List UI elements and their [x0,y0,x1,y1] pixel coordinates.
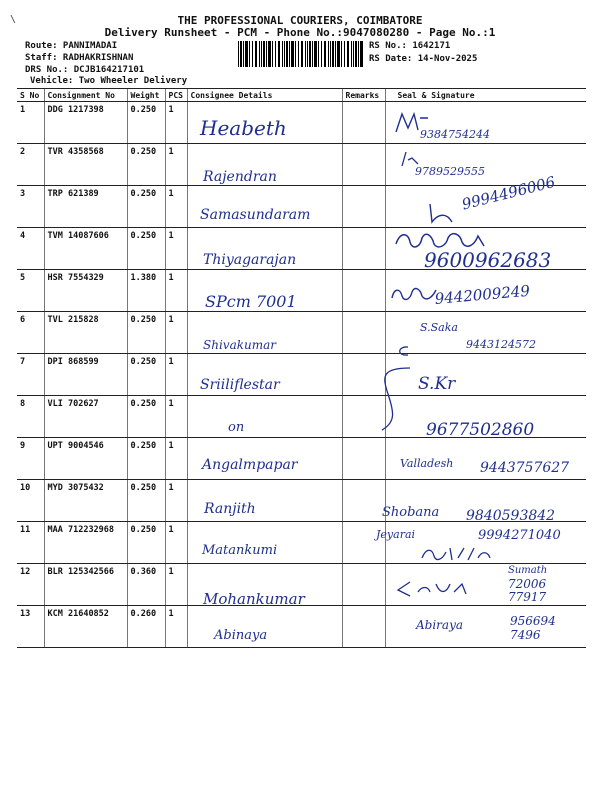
cell-weight: 0.250 [127,144,165,186]
cell-consignment: HSR 7554329 [44,270,127,312]
cell-pcs: 1 [165,270,187,312]
cell-consignee [187,396,342,438]
cell-weight: 0.360 [127,564,165,606]
cell-consignment: DDG 1217398 [44,102,127,144]
signature-mark [392,344,412,358]
runsheet-subtitle: Delivery Runsheet - PCM - Phone No.:9047080280 - Page No.:1 [104,26,496,39]
cell-sno: 5 [17,270,44,312]
cell-remarks [342,312,385,354]
cell-remarks [342,186,385,228]
cell-remarks [342,480,385,522]
cell-pcs: 1 [165,564,187,606]
barcode [238,41,364,67]
cell-consignment: TVR 4358568 [44,144,127,186]
handwritten-name: Jeyarai [376,528,416,541]
signature-tamil [418,544,498,564]
cell-sno: 7 [17,354,44,396]
cell-remarks [342,144,385,186]
cell-pcs: 1 [165,354,187,396]
cell-sno: 1 [17,102,44,144]
handwritten-consignee: Abinaya [214,628,268,643]
handwritten-phone: 9442009249 [434,281,531,308]
handwritten-consignee: Angalmpapar [202,457,298,473]
col-header-sno: S No [17,89,44,102]
handwritten-phone: 9789529555 [415,165,485,178]
cell-remarks [342,228,385,270]
handwritten-consignee: Mohankumar [203,590,305,608]
cell-sno: 10 [17,480,44,522]
handwritten-consignee: Matankumi [202,543,278,558]
cell-pcs: 1 [165,102,187,144]
cell-weight: 1.380 [127,270,165,312]
handwritten-consignee: Sriiliflestar [200,377,280,393]
table-row [17,144,586,186]
cell-remarks [342,438,385,480]
cell-consignment: VLI 702627 [44,396,127,438]
company-title: THE PROFESSIONAL COURIERS, COIMBATORE [177,14,423,27]
handwritten-phone: 9443757627 [480,460,570,476]
handwritten-consignee: Ranjith [204,501,256,517]
handwritten-consignee: Rajendran [203,169,277,185]
handwritten-name: Abiraya [416,618,464,632]
handwritten-phone: 9677502860 [426,420,535,440]
col-header-pcs: PCS [165,89,187,102]
cell-sno: 9 [17,438,44,480]
cell-pcs: 1 [165,228,187,270]
table-row [17,354,586,396]
handwritten-consignee: Shivakumar [203,338,276,352]
handwritten-name: Shobana [382,505,440,520]
cell-remarks [342,102,385,144]
runsheet-table [17,88,586,648]
cell-consignment: KCM 21640852 [44,606,127,648]
rs-number: RS No.: 1642171 [369,41,451,51]
handwritten-consignee: Samasundaram [200,207,311,223]
col-header-weight: Weight [127,89,165,102]
cell-weight: 0.260 [127,606,165,648]
cell-consignment: UPT 9004546 [44,438,127,480]
signature-bracket [376,364,416,436]
cell-pcs: 1 [165,186,187,228]
cell-consignment: MYD 3075432 [44,480,127,522]
cell-weight: 0.250 [127,396,165,438]
corner-mark: \ [10,14,17,25]
handwritten-consignee: on [228,420,245,435]
handwritten-name: S.Kr [418,374,456,394]
table-header-row [17,89,586,102]
col-header-seal-signature: Seal & Signature [385,89,586,102]
cell-sno: 12 [17,564,44,606]
cell-pcs: 1 [165,522,187,564]
col-header-remarks: Remarks [342,89,385,102]
vehicle-label: Vehicle: Two Wheeler Delivery [30,76,188,86]
cell-weight: 0.250 [127,312,165,354]
handwritten-phone: 9384754244 [420,128,490,141]
cell-sno: 2 [17,144,44,186]
handwritten-name: Sumath [508,565,548,576]
signature-mark [392,578,472,600]
handwritten-phone: 9840593842 [466,508,556,524]
cell-consignment: TVL 215828 [44,312,127,354]
signature-mark [426,200,460,226]
handwritten-name: S.Saka [420,321,458,334]
cell-pcs: 1 [165,480,187,522]
cell-pcs: 1 [165,606,187,648]
cell-sno: 11 [17,522,44,564]
table-row [17,606,586,648]
cell-weight: 0.250 [127,102,165,144]
route-label: Route: PANNIMADAI [25,41,118,51]
handwritten-consignee: Thiyagarajan [203,252,297,268]
handwritten-phone: 9600962683 [424,248,552,272]
cell-weight: 0.250 [127,438,165,480]
cell-consignment: BLR 125342566 [44,564,127,606]
handwritten-phone: 9443124572 [466,338,536,351]
cell-sno: 3 [17,186,44,228]
cell-sno: 6 [17,312,44,354]
cell-sno: 8 [17,396,44,438]
cell-pcs: 1 [165,396,187,438]
col-header-consignee: Consignee Details [187,89,342,102]
cell-weight: 0.250 [127,354,165,396]
cell-pcs: 1 [165,312,187,354]
handwritten-phone: 9994496006 [460,172,557,214]
handwritten-consignee: SPcm 7001 [205,292,297,311]
handwritten-phone: 72006 77917 [508,577,547,604]
handwritten-name: Valladesh [400,457,454,470]
cell-sno: 13 [17,606,44,648]
cell-weight: 0.250 [127,522,165,564]
rs-date: RS Date: 14-Nov-2025 [369,54,478,64]
cell-consignment: MAA 712232968 [44,522,127,564]
cell-weight: 0.250 [127,228,165,270]
cell-weight: 0.250 [127,186,165,228]
drs-number: DRS No.: DCJB164217101 [25,65,145,75]
col-header-consignment: Consignment No [44,89,127,102]
cell-pcs: 1 [165,144,187,186]
handwritten-phone: 9994271040 [478,528,561,543]
cell-pcs: 1 [165,438,187,480]
cell-consignment: TRP 621389 [44,186,127,228]
cell-consignment: DPI 868599 [44,354,127,396]
cell-remarks [342,606,385,648]
cell-weight: 0.250 [127,480,165,522]
cell-consignment: TVM 14087606 [44,228,127,270]
handwritten-consignee: Heabeth [200,116,287,140]
cell-sno: 4 [17,228,44,270]
staff-label: Staff: RADHAKRISHNAN [25,53,134,63]
cell-remarks [342,564,385,606]
handwritten-phone: 956694 7496 [510,614,556,642]
cell-remarks [342,270,385,312]
table-row [17,102,586,144]
